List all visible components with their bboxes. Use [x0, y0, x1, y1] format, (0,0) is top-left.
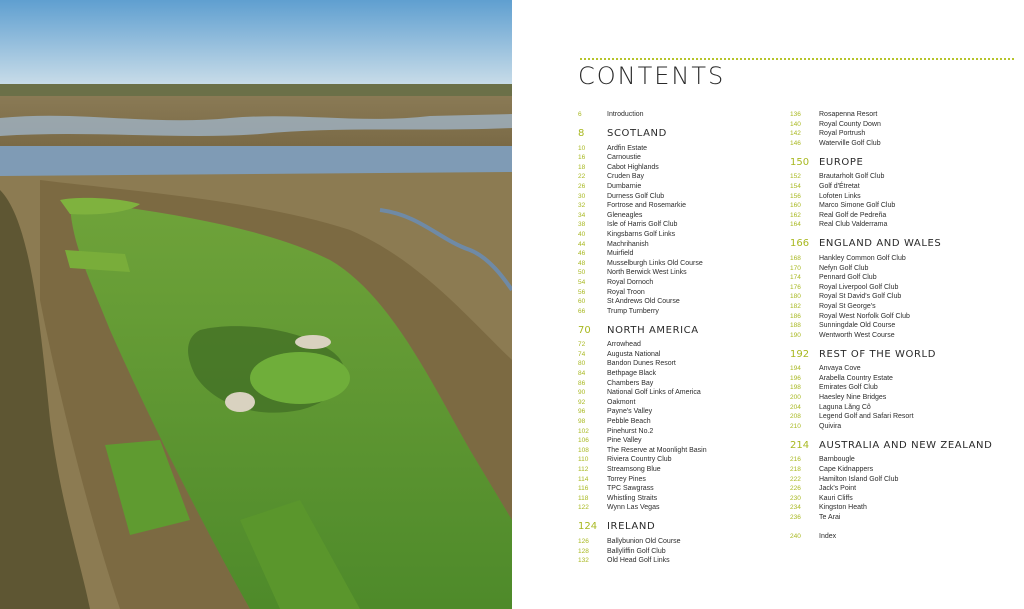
toc-entry[interactable] [790, 455, 1010, 465]
toc-entry-name: Introduction [607, 111, 644, 118]
toc-entry[interactable] [578, 379, 778, 389]
toc-entry-name: Gleneagles [607, 211, 643, 219]
toc-entry[interactable] [790, 312, 1010, 322]
toc-page-number: 84 [578, 370, 586, 378]
toc-entry-name: Te Arai [819, 514, 841, 521]
toc-page-number: 190 [790, 331, 801, 339]
toc-entry[interactable] [578, 465, 778, 475]
toc-entry-name: Lofoten Links [819, 192, 861, 200]
toc-page-number: 222 [790, 475, 801, 483]
toc-page-number: 142 [790, 130, 801, 138]
toc-entry-name: Ballyliffin Golf Club [607, 547, 666, 555]
toc-entry[interactable] [578, 556, 778, 566]
toc-page-number: 10 [578, 144, 586, 152]
toc-entry[interactable] [790, 292, 1010, 302]
toc-entry[interactable] [790, 192, 1010, 202]
toc-page-number: 236 [790, 514, 801, 521]
toc-entry-name: Streamsong Blue [607, 466, 661, 473]
toc-entry-name: Augusta National [607, 350, 661, 358]
toc-page-number: 186 [790, 312, 801, 320]
section-title: SCOTLAND [607, 128, 667, 140]
toc-page-number: 188 [790, 322, 801, 330]
toc-page-number: 216 [790, 456, 801, 464]
toc-entry[interactable] [790, 513, 1010, 523]
toc-page-number: 112 [578, 466, 589, 473]
toc-page-number: 180 [790, 293, 801, 301]
toc-entry[interactable] [790, 422, 1010, 432]
toc-entry[interactable] [578, 172, 778, 182]
toc-entry-name: Kingsbarns Golf Links [607, 230, 676, 238]
toc-entry-name: Ardfin Estate [607, 144, 648, 152]
toc-entry[interactable] [578, 436, 778, 446]
toc-entry[interactable] [578, 268, 778, 278]
toc-entry-name: Bethpage Black [607, 370, 657, 378]
toc-entry-name: Oakmont [607, 398, 636, 406]
toc-page-number: 200 [790, 394, 801, 402]
toc-page-number: 38 [578, 221, 586, 229]
toc-entry[interactable] [790, 283, 1010, 293]
toc-entry-name: Pebble Beach [607, 418, 651, 426]
toc-entry-name: Marco Simone Golf Club [819, 202, 896, 210]
toc-page-number: 32 [578, 202, 586, 210]
toc-entry-name: Whistling Straits [607, 494, 658, 502]
toc-entry[interactable] [790, 201, 1010, 211]
toc-entry[interactable] [578, 359, 778, 369]
toc-entry[interactable] [578, 475, 778, 485]
toc-entry[interactable] [578, 484, 778, 494]
toc-entry-name: Waterville Golf Club [819, 139, 881, 147]
toc-entry-name: Real Club Valderrama [819, 221, 888, 229]
toc-entry[interactable] [578, 259, 778, 269]
spacer [790, 523, 1010, 532]
section-heading-europe[interactable] [790, 155, 1010, 169]
toc-entry[interactable] [790, 484, 1010, 494]
toc-page-number: 106 [578, 437, 589, 445]
toc-page-number: 204 [790, 403, 801, 411]
toc-entry-name: Durness Golf Club [607, 192, 665, 200]
toc-entry[interactable] [578, 249, 778, 259]
toc-entry-name: Pennard Golf Club [819, 274, 877, 282]
toc-page-number: 156 [790, 192, 801, 200]
toc-page-number: 98 [578, 418, 586, 426]
toc-entry[interactable] [790, 129, 1010, 139]
section-page-number: 70 [578, 324, 591, 336]
section-title: AUSTRALIA AND NEW ZEALAND [819, 439, 993, 451]
toc-entry-name: Wynn Las Vegas [607, 504, 660, 512]
toc-entry[interactable] [578, 537, 778, 547]
toc-entry-name: Cabot Highlands [607, 163, 659, 171]
toc-page-number: 44 [578, 240, 586, 248]
toc-entry[interactable] [790, 273, 1010, 283]
toc-entry-name: Kauri Cliffs [819, 494, 853, 502]
section-page-number: 124 [578, 521, 598, 533]
toc-entry-name: TPC Sawgrass [607, 485, 654, 493]
toc-entry-name: National Golf Links of America [607, 389, 701, 397]
toc-entry[interactable] [578, 417, 778, 427]
toc-entry[interactable] [790, 172, 1010, 182]
section-page-number: 8 [578, 128, 585, 140]
toc-page-number: 176 [790, 283, 801, 291]
toc-page-number: 162 [790, 211, 801, 219]
toc-entry-name: Golf d'Étretat [819, 182, 860, 190]
toc-entry-name: Quivira [819, 422, 842, 430]
toc-entry-name: Royal Dornoch [607, 278, 654, 286]
toc-entry[interactable] [790, 264, 1010, 274]
contents-column-1 [578, 110, 778, 566]
toc-entry[interactable] [790, 110, 1010, 120]
toc-page-number: 240 [790, 532, 801, 540]
contents-column-2 [790, 110, 1010, 541]
toc-entry[interactable] [578, 350, 778, 360]
toc-entry-name: Rosapenna Resort [819, 111, 878, 118]
toc-entry[interactable] [578, 455, 778, 465]
toc-page-number: 140 [790, 120, 801, 128]
toc-page-number: 230 [790, 494, 801, 502]
toc-entry-name: Kingston Heath [819, 504, 867, 512]
toc-entry[interactable] [790, 475, 1010, 485]
toc-entry-name: Brautarholt Golf Club [819, 173, 885, 181]
toc-page-number: 16 [578, 154, 586, 162]
toc-entry-name: Anvaya Cove [819, 365, 861, 373]
toc-entry-name: Carnoustie [607, 154, 641, 162]
toc-entry-name: Chambers Bay [607, 379, 654, 387]
toc-entry-name: Machrihanish [607, 240, 649, 248]
toc-page-number: 92 [578, 398, 586, 406]
section-heading-north-america[interactable] [578, 323, 778, 337]
toc-page-number: 128 [578, 547, 589, 555]
toc-entry[interactable] [790, 403, 1010, 413]
toc-page-number: 136 [790, 111, 801, 118]
toc-entry-name: St Andrews Old Course [607, 298, 680, 306]
toc-entry[interactable] [578, 446, 778, 456]
toc-page-number: 196 [790, 374, 801, 382]
toc-list-australia-nz [790, 455, 1010, 522]
toc-entry[interactable] [578, 427, 778, 437]
toc-entry-name: Haesley Nine Bridges [819, 394, 887, 402]
toc-page-number: 74 [578, 350, 586, 358]
section-heading-scotland[interactable] [578, 127, 778, 141]
toc-page-number: 170 [790, 264, 801, 272]
toc-page-number: 152 [790, 173, 801, 181]
toc-page-number: 60 [578, 298, 586, 306]
toc-entry[interactable] [790, 139, 1010, 149]
section-heading-rest-of-world[interactable] [790, 347, 1010, 361]
toc-page-number: 168 [790, 254, 801, 262]
toc-page-number: 54 [578, 278, 586, 286]
toc-entry[interactable] [790, 494, 1010, 504]
toc-page-number: 226 [790, 485, 801, 493]
toc-entry-index[interactable] [790, 532, 1010, 542]
toc-entry-name: Riviera Country Club [607, 456, 672, 464]
toc-page-number: 102 [578, 427, 589, 435]
toc-list-scotland [578, 144, 778, 317]
toc-entry[interactable] [578, 211, 778, 221]
toc-entry[interactable] [790, 393, 1010, 403]
toc-entry-name: The Reserve at Moonlight Basin [607, 446, 707, 454]
toc-entry-name: Royal County Down [819, 120, 881, 128]
section-title: ENGLAND AND WALES [819, 238, 942, 250]
toc-page-number: 116 [578, 485, 589, 493]
toc-page-number: 194 [790, 365, 801, 373]
section-heading-ireland[interactable] [578, 520, 778, 534]
toc-entry[interactable] [578, 230, 778, 240]
toc-entry[interactable] [578, 201, 778, 211]
toc-entry-name: Real Golf de Pedreña [819, 211, 887, 219]
toc-entry-name: Royal St George's [819, 302, 876, 310]
toc-page-number: 198 [790, 384, 801, 392]
toc-page-number: 208 [790, 413, 801, 421]
toc-page-number: 6 [578, 111, 582, 118]
toc-page-number: 26 [578, 182, 586, 190]
toc-entry-name: Dumbarnie [607, 182, 642, 190]
toc-entry[interactable] [578, 547, 778, 557]
toc-page-number: 34 [578, 211, 586, 219]
toc-entry[interactable] [790, 211, 1010, 221]
section-page-number: 150 [790, 156, 810, 168]
toc-page-number: 122 [578, 504, 589, 512]
toc-page-number: 108 [578, 446, 589, 454]
toc-entry[interactable] [578, 388, 778, 398]
toc-page-number: 50 [578, 269, 586, 277]
toc-page-number: 90 [578, 389, 586, 397]
toc-list-ireland-cont [790, 110, 1010, 148]
toc-page-number: 234 [790, 504, 801, 512]
toc-entry-name: Fortrose and Rosemarkie [607, 202, 686, 210]
toc-entry[interactable] [578, 369, 778, 379]
toc-page-number: 132 [578, 557, 589, 565]
section-heading-england-wales[interactable] [790, 237, 1010, 251]
section-heading-australia-nz[interactable] [790, 438, 1010, 452]
toc-list-ireland [578, 537, 778, 566]
toc-entry[interactable] [790, 302, 1010, 312]
section-title: REST OF THE WORLD [819, 348, 937, 360]
toc-entry[interactable] [790, 331, 1010, 341]
toc-page-number: 56 [578, 288, 586, 296]
toc-entry-name: Hamilton Island Golf Club [819, 475, 899, 483]
toc-page-number: 210 [790, 422, 801, 430]
toc-entry-name: Nefyn Golf Club [819, 264, 869, 272]
toc-entry[interactable] [790, 465, 1010, 475]
toc-entry-name: Royal West Norfolk Golf Club [819, 312, 910, 320]
toc-page-number: 46 [578, 250, 586, 258]
contents-page [512, 0, 1024, 609]
toc-entry[interactable] [578, 240, 778, 250]
toc-entry-name: Muirfield [607, 250, 634, 258]
toc-entry[interactable] [790, 503, 1010, 513]
toc-entry[interactable] [578, 297, 778, 307]
toc-page-number: 18 [578, 163, 586, 171]
toc-entry[interactable] [578, 340, 778, 350]
toc-entry-name: Trump Turnberry [607, 307, 659, 315]
toc-entry-name: Bandon Dunes Resort [607, 360, 676, 368]
toc-page-number: 154 [790, 182, 801, 190]
toc-entry-name: Royal Liverpool Golf Club [819, 283, 899, 291]
toc-entry-name: Arabella Country Estate [819, 374, 893, 382]
toc-list-north-america [578, 340, 778, 513]
toc-page-number: 66 [578, 307, 586, 315]
toc-entry[interactable] [578, 398, 778, 408]
section-title: NORTH AMERICA [607, 324, 699, 336]
toc-entry[interactable] [578, 494, 778, 504]
toc-entry[interactable] [578, 163, 778, 173]
section-title: EUROPE [819, 156, 864, 168]
toc-page-number: 164 [790, 221, 801, 229]
toc-entry[interactable] [790, 182, 1010, 192]
toc-entry[interactable] [790, 412, 1010, 422]
toc-entry-name: Sunningdale Old Course [819, 322, 896, 330]
toc-page-number: 182 [790, 302, 801, 310]
toc-page-number: 174 [790, 274, 801, 282]
toc-page-number: 30 [578, 192, 586, 200]
toc-entry[interactable] [790, 364, 1010, 374]
dotted-rule [580, 58, 1014, 60]
toc-entry[interactable] [790, 374, 1010, 384]
toc-entry-name: Cruden Bay [607, 173, 644, 181]
toc-entry[interactable] [578, 110, 778, 120]
toc-entry-name: Emirates Golf Club [819, 384, 878, 392]
toc-entry-name: Ballybunion Old Course [607, 537, 681, 545]
toc-entry-name: Legend Golf and Safari Resort [819, 413, 914, 421]
toc-entry[interactable] [790, 120, 1010, 130]
toc-entry-name: Royal Troon [607, 288, 645, 296]
section-title: IRELAND [607, 521, 656, 533]
toc-page-number: 218 [790, 466, 801, 474]
toc-entry-name: Torrey Pines [607, 475, 646, 483]
toc-entry[interactable] [578, 144, 778, 154]
toc-entry-name: Jack's Point [819, 485, 857, 493]
toc-page-number: 110 [578, 456, 589, 464]
toc-page-number: 48 [578, 259, 586, 267]
section-page-number: 214 [790, 439, 810, 451]
toc-entry-name: Cape Kidnappers [819, 466, 874, 474]
toc-entry[interactable] [578, 192, 778, 202]
toc-page-number: 40 [578, 230, 586, 238]
toc-entry-name: Hankley Common Golf Club [819, 254, 906, 262]
toc-page-number: 160 [790, 202, 801, 210]
section-page-number: 166 [790, 238, 810, 250]
toc-list-europe [790, 172, 1010, 230]
toc-page-number: 126 [578, 537, 589, 545]
toc-entry-name: Payne's Valley [607, 408, 653, 416]
toc-entry[interactable] [578, 407, 778, 417]
toc-entry-name: North Berwick West Links [607, 269, 687, 277]
toc-page-number: 146 [790, 139, 801, 147]
toc-entry[interactable] [578, 220, 778, 230]
toc-entry[interactable] [578, 278, 778, 288]
toc-list-rest-of-world [790, 364, 1010, 431]
toc-page-number: 114 [578, 475, 589, 483]
toc-entry-name: Musselburgh Links Old Course [607, 259, 703, 267]
toc-entry-name: Isle of Harris Golf Club [607, 221, 678, 229]
section-page-number: 192 [790, 348, 810, 360]
toc-entry[interactable] [578, 503, 778, 513]
toc-entry-name: Arrowhead [607, 341, 641, 349]
toc-entry[interactable] [790, 321, 1010, 331]
toc-entry-name: Royal Portrush [819, 130, 866, 138]
toc-entry-name: Pine Valley [607, 437, 642, 445]
toc-entry-name: Index [819, 532, 837, 540]
toc-page-number: 96 [578, 408, 586, 416]
toc-entry-name: Old Head Golf Links [607, 557, 670, 565]
toc-page-number: 86 [578, 379, 586, 387]
toc-list-england-wales [790, 254, 1010, 340]
toc-entry-name: Barnbougle [819, 456, 855, 464]
toc-entry[interactable] [790, 220, 1010, 230]
toc-page-number: 72 [578, 341, 586, 349]
toc-entry[interactable] [578, 182, 778, 192]
toc-entry[interactable] [790, 383, 1010, 393]
toc-page-number: 118 [578, 494, 589, 502]
toc-entry[interactable] [790, 254, 1010, 264]
toc-page-number: 80 [578, 360, 586, 368]
toc-entry[interactable] [578, 153, 778, 163]
toc-entry[interactable] [578, 307, 778, 317]
toc-entry-name: Laguna Lăng Cô [819, 403, 871, 411]
toc-entry-name: Royal St David's Golf Club [819, 293, 902, 301]
toc-page-number: 22 [578, 173, 586, 181]
toc-entry-name: Pinehurst No.2 [607, 427, 654, 435]
page-title: CONTENTS [578, 62, 726, 90]
toc-entry-name: Wentworth West Course [819, 331, 895, 339]
toc-entry[interactable] [578, 288, 778, 298]
